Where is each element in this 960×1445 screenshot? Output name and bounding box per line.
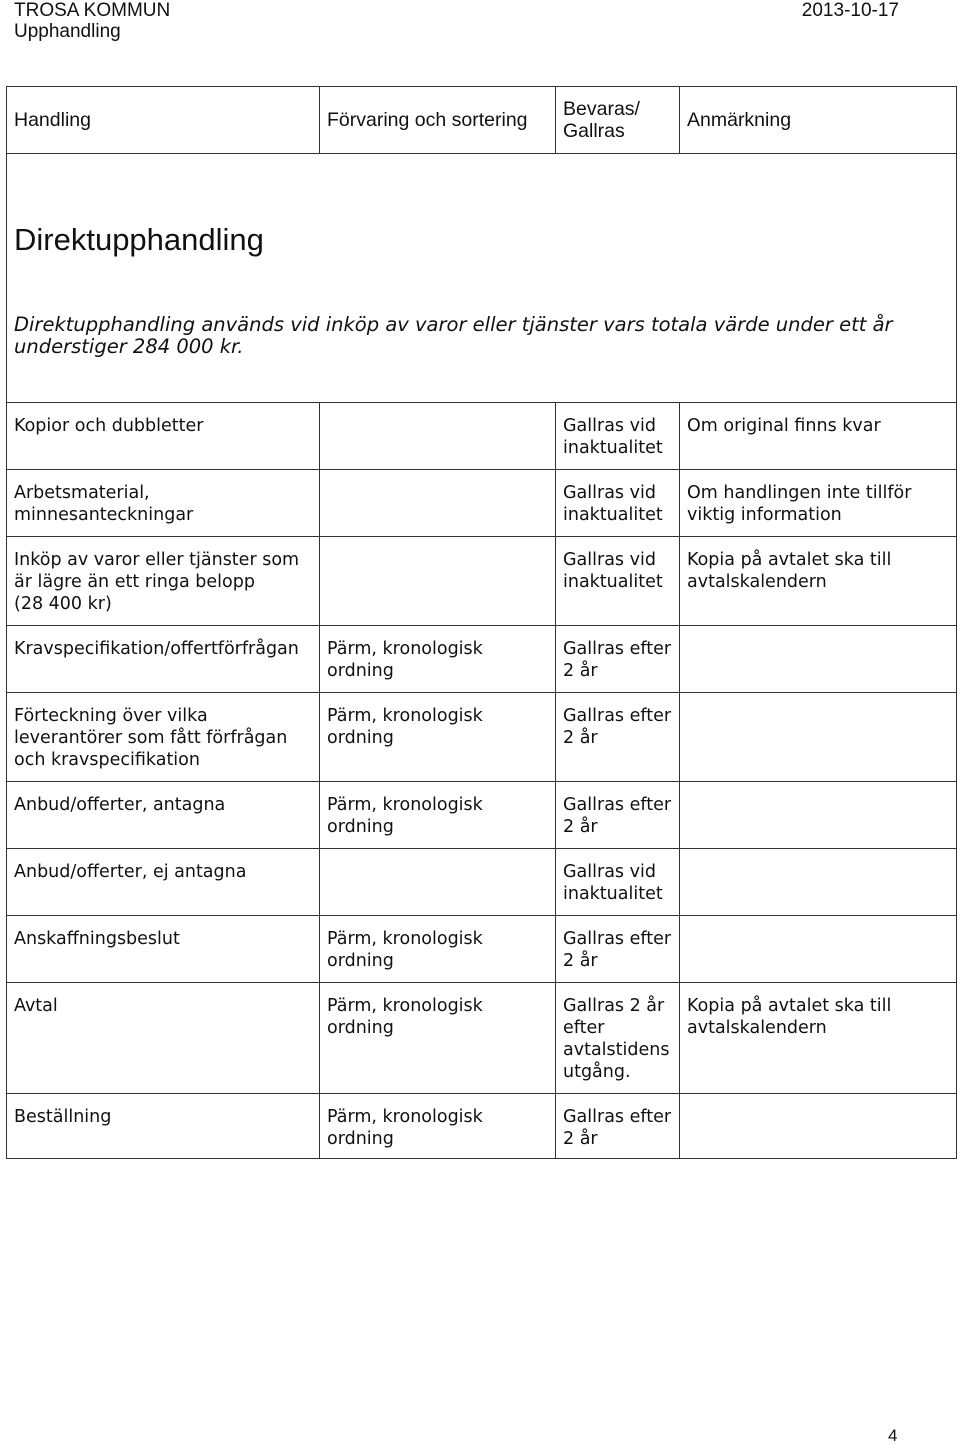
storage-cell: Pärm, kronologisk ordning bbox=[320, 983, 556, 1094]
page-header bbox=[14, 0, 170, 42]
remarks-cell bbox=[680, 782, 957, 849]
handling-cell: Avtal bbox=[7, 983, 320, 1094]
table-row bbox=[7, 916, 957, 983]
handling-cell: Anbud/offerter, ej antagna bbox=[7, 849, 320, 916]
table-row bbox=[7, 537, 957, 626]
table-row bbox=[7, 693, 957, 782]
handling-cell: Kravspecifikation/offertförfrågan bbox=[7, 626, 320, 693]
column-header-storage: Förvaring och sortering bbox=[320, 87, 556, 154]
remarks-cell: Om original finns kvar bbox=[680, 403, 957, 470]
table-row bbox=[7, 470, 957, 537]
handling-cell: Inköp av varor eller tjänster som är lägre än ett ringa belopp (28 400 kr) bbox=[7, 537, 320, 626]
remarks-cell bbox=[680, 916, 957, 983]
storage-cell bbox=[320, 849, 556, 916]
retention-cell: Gallras efter 2 år bbox=[556, 626, 680, 693]
table-row bbox=[7, 1094, 957, 1159]
handling-cell: Arbetsmaterial, minnesanteckningar bbox=[7, 470, 320, 537]
table-row bbox=[7, 626, 957, 693]
document-title: Upphandling bbox=[14, 21, 121, 42]
retention-cell: Gallras vid inaktualitet bbox=[556, 403, 680, 470]
storage-cell: Pärm, kronologisk ordning bbox=[320, 693, 556, 782]
retention-cell: Gallras efter 2 år bbox=[556, 1094, 680, 1159]
organization-name: TROSA KOMMUN bbox=[14, 0, 171, 21]
column-header-remarks: Anmärkning bbox=[680, 87, 957, 154]
remarks-cell bbox=[680, 693, 957, 782]
column-header-handling: Handling bbox=[7, 87, 320, 154]
remarks-cell: Om handlingen inte tillför viktig information bbox=[680, 470, 957, 537]
remarks-cell: Kopia på avtalet ska till avtalskalendern bbox=[680, 537, 957, 626]
section-cell bbox=[7, 154, 957, 403]
section-title: Direktupphandling bbox=[14, 222, 264, 257]
table-row bbox=[7, 983, 957, 1094]
remarks-cell bbox=[680, 849, 957, 916]
table-row bbox=[7, 849, 957, 916]
retention-cell: Gallras efter 2 år bbox=[556, 693, 680, 782]
storage-cell bbox=[320, 470, 556, 537]
remarks-cell bbox=[680, 626, 957, 693]
column-header-row bbox=[7, 87, 957, 154]
remarks-cell bbox=[680, 1094, 957, 1159]
page-number: 4 bbox=[888, 1426, 898, 1445]
storage-cell: Pärm, kronologisk ordning bbox=[320, 1094, 556, 1159]
handling-cell: Anskaffningsbeslut bbox=[7, 916, 320, 983]
handling-cell: Kopior och dubbletter bbox=[7, 403, 320, 470]
handling-cell: Beställning bbox=[7, 1094, 320, 1159]
column-header-retention: Bevaras/ Gallras bbox=[556, 87, 680, 154]
remarks-cell: Kopia på avtalet ska till avtalskalendern bbox=[680, 983, 957, 1094]
handling-cell: Förteckning över vilka leverantörer som fått förfrågan och kravspecifikation bbox=[7, 693, 320, 782]
retention-table bbox=[6, 86, 957, 1159]
document-date: 2013-10-17 bbox=[801, 0, 899, 21]
retention-cell: Gallras vid inaktualitet bbox=[556, 849, 680, 916]
storage-cell: Pärm, kronologisk ordning bbox=[320, 782, 556, 849]
retention-cell: Gallras vid inaktualitet bbox=[556, 470, 680, 537]
storage-cell: Pärm, kronologisk ordning bbox=[320, 916, 556, 983]
table-row bbox=[7, 782, 957, 849]
retention-cell: Gallras 2 år efter avtalstidens utgång. bbox=[556, 983, 680, 1094]
storage-cell: Pärm, kronologisk ordning bbox=[320, 626, 556, 693]
handling-cell: Anbud/offerter, antagna bbox=[7, 782, 320, 849]
storage-cell bbox=[320, 537, 556, 626]
section-description: Direktupphandling används vid inköp av varor eller tjänster vars totala värde under ett år understiger 284 000 kr. bbox=[14, 313, 893, 358]
retention-cell: Gallras efter 2 år bbox=[556, 782, 680, 849]
table-row bbox=[7, 403, 957, 470]
section-row bbox=[7, 154, 957, 403]
retention-cell: Gallras vid inaktualitet bbox=[556, 537, 680, 626]
storage-cell bbox=[320, 403, 556, 470]
retention-cell: Gallras efter 2 år bbox=[556, 916, 680, 983]
